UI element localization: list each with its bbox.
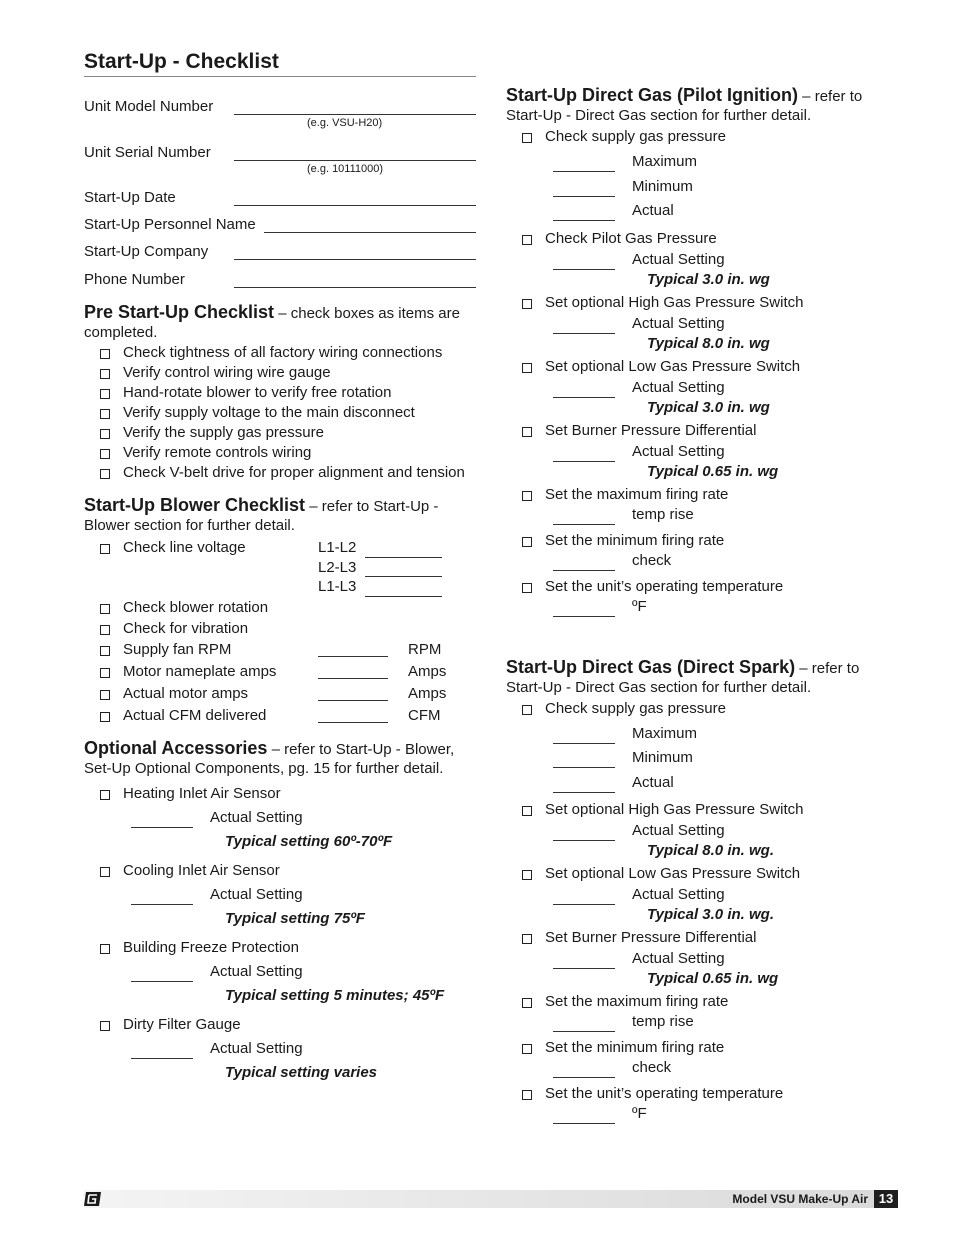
spark-rate-check[interactable] [506,1038,898,1058]
pilot-setting-check[interactable] [506,229,898,249]
page-title: Start-Up - Checklist [84,50,476,77]
checkbox[interactable] [522,934,532,944]
spark-rate-sub [506,1012,898,1032]
blower-check-item[interactable] [84,598,476,619]
personnel-label: Start-Up Personnel Name [84,216,256,233]
optional-typical: Typical setting 5 minutes; 45ºF [225,987,445,1004]
blank-field[interactable] [553,602,615,617]
pilot-actual-setting-label: Actual Setting [632,250,725,268]
spark-supply-check-label: Check supply gas pressure [545,699,726,717]
spark-rate-sub-label: temp rise [632,1013,694,1030]
spark-setting-check-label: Set Burner Pressure Differential [545,929,757,946]
phase-row [318,558,442,578]
blower-check-item-label: Check for vibration [123,620,249,637]
spark-rate-check-label: Set the unit’s operating temperature [545,1085,784,1102]
pilot-setting-check-label: Set optional High Gas Pressure Switch [545,293,804,311]
checkbox[interactable] [522,998,532,1008]
spark-typical: Typical 8.0 in. wg. [647,842,774,859]
pilot-pressure-row [506,201,898,221]
phone-row [84,268,476,288]
pre-startup-item[interactable] [84,443,476,463]
spark-rate-sub [506,1104,898,1124]
pre-startup-item-label: Verify remote controls wiring [123,444,312,461]
pre-startup-item[interactable] [84,403,476,423]
phase-voltage-field[interactable] [365,562,442,577]
spark-section [506,699,898,1125]
optional-heading: Optional Accessories – refer to Start-Up - Blower, Set-Up Optional Components, pg. 15 for further detail. [84,738,455,777]
spark-setting-check-label: Set optional Low Gas Pressure Switch [545,865,801,882]
pre-startup-item[interactable] [84,343,476,363]
pilot-typical: Typical 0.65 in. wg [647,462,779,480]
spark-rate-sub-label: check [632,1059,672,1076]
personnel-field[interactable] [264,218,476,233]
spark-pressure-row-label: Actual [632,773,674,791]
checkbox[interactable] [100,409,110,419]
blower-measure-label: Actual CFM delivered [123,707,267,724]
pre-startup-item[interactable] [84,463,476,483]
unit-serial-example: (e.g. 10111000) [307,163,384,175]
check-line-voltage[interactable] [84,538,476,598]
blank-field[interactable] [553,890,615,905]
blower-measure-field[interactable] [318,664,388,679]
startup-date-field[interactable] [234,191,476,206]
pilot-rate-sub [506,551,898,571]
blank-field[interactable] [553,1063,615,1078]
pre-startup-item-label: Verify supply voltage to the main disconnect [123,404,415,421]
blank-field[interactable] [131,1044,193,1059]
checkbox[interactable] [522,806,532,816]
phase-voltage-field[interactable] [365,582,442,597]
pilot-setting-check-label: Check Pilot Gas Pressure [545,229,717,247]
checkbox[interactable] [100,625,110,635]
spark-heading: Start-Up Direct Gas (Direct Spark) – refer to Start-Up - Direct Gas section for further detail. [506,656,860,696]
optional-typical: Typical setting 60º-70ºF [225,833,393,850]
blower-measure-label: Supply fan RPM [123,641,232,658]
startup-date-label: Start-Up Date [84,189,176,206]
personnel-row [84,213,476,233]
pilot-setting-check-label: Set Burner Pressure Differential [545,421,757,439]
spark-actual-setting [506,885,898,905]
pilot-rate-sub-label: ºF [632,597,647,615]
checkbox[interactable] [522,235,532,245]
blank-field[interactable] [131,813,193,828]
pilot-rate-sub [506,505,898,525]
spark-typical: Typical 3.0 in. wg. [647,906,774,923]
spark-pressure-row-label: Minimum [632,749,693,766]
optional-list [84,784,476,1083]
spark-actual-setting [506,821,898,841]
company-row [84,240,476,260]
pilot-rate-sub-label: temp rise [632,505,694,523]
pilot-pressure-row-label: Maximum [632,153,698,170]
pilot-rate-check[interactable] [506,577,898,597]
pilot-pressure-row [506,152,898,172]
spark-pressure-row [506,724,898,744]
pilot-section [506,127,898,617]
spark-pressure-row [506,748,898,768]
checkbox[interactable] [100,1021,110,1031]
pilot-pressure-row-label: Minimum [632,177,693,195]
spark-rate-check[interactable] [506,1084,898,1104]
blower-units-list [84,640,476,728]
spark-setting-check[interactable] [506,800,898,820]
pilot-actual-setting [506,378,898,398]
checkbox[interactable] [522,1044,532,1054]
phone-label: Phone Number [84,271,185,288]
spark-setting-check[interactable] [506,864,898,884]
blower-check-item-label: Check blower rotation [123,599,269,616]
pilot-actual-setting [506,250,898,270]
checkbox[interactable] [100,369,110,379]
spark-rate-sub [506,1058,898,1078]
pilot-setting-check[interactable] [506,357,898,377]
blank-field[interactable] [553,157,615,172]
right-column [506,86,898,1130]
checkbox[interactable] [100,712,110,722]
checkbox[interactable] [100,646,110,656]
greenheck-logo-icon [84,1191,102,1207]
spark-pressure-row [506,773,898,793]
checkbox[interactable] [100,690,110,700]
pre-startup-item[interactable] [84,383,476,403]
pilot-supply-check-label: Check supply gas pressure [545,128,726,145]
pilot-typical: Typical 3.0 in. wg [647,270,770,288]
spark-typical: Typical 0.65 in. wg [647,970,779,987]
optional-actual-setting-label: Actual Setting [210,1040,303,1057]
pilot-rate-check[interactable] [506,531,898,551]
company-field[interactable] [234,245,476,260]
unit-serial-field[interactable] [234,146,476,161]
pilot-actual-setting-label: Actual Setting [632,314,725,332]
pilot-pressure-row-label: Actual [632,202,674,219]
blank-field[interactable] [553,383,615,398]
checkbox[interactable] [522,583,532,593]
pre-startup-list [84,343,476,483]
pre-startup-item-label: Verify control wiring wire gauge [123,364,331,381]
page-footer [84,1190,898,1208]
pilot-typical: Typical 8.0 in. wg [647,334,770,352]
phase-label: L1-L3 [318,578,357,595]
blank-field[interactable] [553,319,615,334]
pre-startup-item-label: Verify the supply gas pressure [123,424,324,441]
checkbox[interactable] [100,429,110,439]
optional-item[interactable] [84,784,476,804]
pilot-pressure-row [506,177,898,197]
spark-setting-check[interactable] [506,928,898,948]
checkbox[interactable] [522,299,532,309]
checkbox[interactable] [100,389,110,399]
phase-row [318,577,442,597]
phone-field[interactable] [234,273,476,288]
pilot-supply-check[interactable] [506,127,898,147]
company-label: Start-Up Company [84,243,209,260]
blower-measure-field[interactable] [318,708,388,723]
phase-label: L2-L3 [318,558,357,576]
checkbox[interactable] [100,668,110,678]
checkbox[interactable] [100,349,110,359]
checkbox[interactable] [522,363,532,373]
blank-field[interactable] [553,954,615,969]
pilot-actual-setting [506,314,898,334]
pilot-heading: Start-Up Direct Gas (Pilot Ignition) – refer to Start-Up - Direct Gas section for further detail. [506,85,863,124]
pilot-setting-check[interactable] [506,293,898,313]
pilot-rate-check-label: Set the minimum firing rate [545,531,725,549]
pre-startup-heading: Pre Start-Up Checklist – check boxes as items are completed. [84,302,460,341]
unit-model-row [84,95,476,115]
blank-field[interactable] [131,890,193,905]
blower-measure-item[interactable] [84,684,476,706]
blank-field[interactable] [553,826,615,841]
spark-rate-check-label: Set the maximum firing rate [545,993,729,1010]
pre-startup-item-label: Check V-belt drive for proper alignment and tension [123,464,465,481]
optional-actual-setting [84,808,476,828]
spark-rate-check[interactable] [506,992,898,1012]
blank-field[interactable] [553,778,615,793]
checkbox[interactable] [100,604,110,614]
blank-field[interactable] [553,729,615,744]
blank-field[interactable] [553,255,615,270]
check-line-voltage-label: Check line voltage [123,539,246,556]
blower-measure-unit: CFM [408,707,441,724]
blower-measure-unit: Amps [408,663,447,680]
spark-setting-check-label: Set optional High Gas Pressure Switch [545,801,804,818]
pre-startup-item[interactable] [84,363,476,383]
blower-heading: Start-Up Blower Checklist – refer to Start-Up - Blower section for further detail. [84,495,439,534]
spark-actual-setting-label: Actual Setting [632,886,725,903]
optional-item[interactable] [84,1015,476,1035]
checkbox[interactable] [100,944,110,954]
checkbox[interactable] [100,449,110,459]
spark-pressure-row-label: Maximum [632,724,698,742]
blank-field[interactable] [553,206,615,221]
pilot-actual-setting [506,442,898,462]
blank-field[interactable] [131,967,193,982]
optional-actual-setting-label: Actual Setting [210,963,303,980]
page-number: 13 [874,1190,898,1208]
optional-item[interactable] [84,861,476,881]
optional-actual-setting [84,1039,476,1059]
blower-measure-unit: RPM [408,641,442,658]
spark-actual-setting-label: Actual Setting [632,822,725,839]
pilot-rate-check[interactable] [506,485,898,505]
checkbox[interactable] [100,867,110,877]
pilot-typical: Typical 3.0 in. wg [647,398,770,416]
blower-measure-field[interactable] [318,642,388,657]
checkbox[interactable] [522,133,532,143]
pilot-rate-sub [506,597,898,617]
blank-field[interactable] [553,753,615,768]
blank-field[interactable] [553,556,615,571]
checkbox[interactable] [100,469,110,479]
checkbox[interactable] [100,790,110,800]
pilot-rate-sub-label: check [632,551,672,569]
checkbox[interactable] [522,491,532,501]
spark-rate-check-label: Set the minimum firing rate [545,1039,725,1056]
left-column [84,50,476,1092]
unit-model-label: Unit Model Number [84,98,214,115]
optional-typical: Typical setting varies [225,1064,378,1081]
blower-measure-unit: Amps [408,685,447,702]
blower-measure-item[interactable] [84,662,476,684]
pilot-setting-check-label: Set optional Low Gas Pressure Switch [545,357,801,375]
checkbox[interactable] [522,705,532,715]
pre-startup-item-label: Hand-rotate blower to verify free rotation [123,384,392,401]
pre-startup-item[interactable] [84,423,476,443]
blank-field[interactable] [553,1017,615,1032]
pilot-setting-check[interactable] [506,421,898,441]
optional-actual-setting-label: Actual Setting [210,886,303,903]
spark-actual-setting [506,949,898,969]
optional-item[interactable] [84,938,476,958]
blower-measure-label: Actual motor amps [123,685,249,702]
optional-item-label: Building Freeze Protection [123,939,299,956]
blower-check-item[interactable] [84,619,476,640]
spark-rate-sub-label: ºF [632,1105,647,1122]
optional-actual-setting [84,885,476,905]
blower-simple-list [84,598,476,640]
blower-measure-label: Motor nameplate amps [123,663,277,680]
phase-list [318,538,442,597]
spark-actual-setting-label: Actual Setting [632,950,725,967]
unit-serial-row [84,141,476,161]
startup-date-row [84,186,476,206]
blank-field[interactable] [553,182,615,197]
phase-row [318,538,442,558]
blank-field[interactable] [553,510,615,525]
spark-supply-check[interactable] [506,699,898,719]
unit-model-field[interactable] [234,100,476,115]
pilot-rate-check-label: Set the unit’s operating temperature [545,577,784,595]
phase-voltage-field[interactable] [365,543,442,558]
pre-startup-item-label: Check tightness of all factory wiring connections [123,344,443,361]
checkbox[interactable] [522,427,532,437]
optional-item-label: Cooling Inlet Air Sensor [123,862,280,879]
blank-field[interactable] [553,447,615,462]
blower-measure-item[interactable] [84,706,476,728]
checkbox[interactable] [522,1090,532,1100]
unit-serial-label: Unit Serial Number [84,144,211,161]
optional-typical: Typical setting 75ºF [225,910,365,927]
optional-item-label: Dirty Filter Gauge [123,1016,241,1033]
optional-actual-setting [84,962,476,982]
checkbox[interactable] [100,544,110,554]
unit-model-example: (e.g. VSU-H20) [307,117,383,129]
blower-measure-field[interactable] [318,686,388,701]
blower-measure-item[interactable] [84,640,476,662]
blank-field[interactable] [553,1109,615,1124]
optional-actual-setting-label: Actual Setting [210,809,303,826]
optional-item-label: Heating Inlet Air Sensor [123,785,281,802]
footer-model: Model VSU Make-Up Air [732,1192,868,1206]
checkbox[interactable] [522,870,532,880]
pilot-rate-check-label: Set the maximum firing rate [545,485,729,503]
pilot-actual-setting-label: Actual Setting [632,378,725,396]
checkbox[interactable] [522,537,532,547]
pilot-actual-setting-label: Actual Setting [632,442,725,460]
phase-label: L1-L2 [318,539,357,556]
